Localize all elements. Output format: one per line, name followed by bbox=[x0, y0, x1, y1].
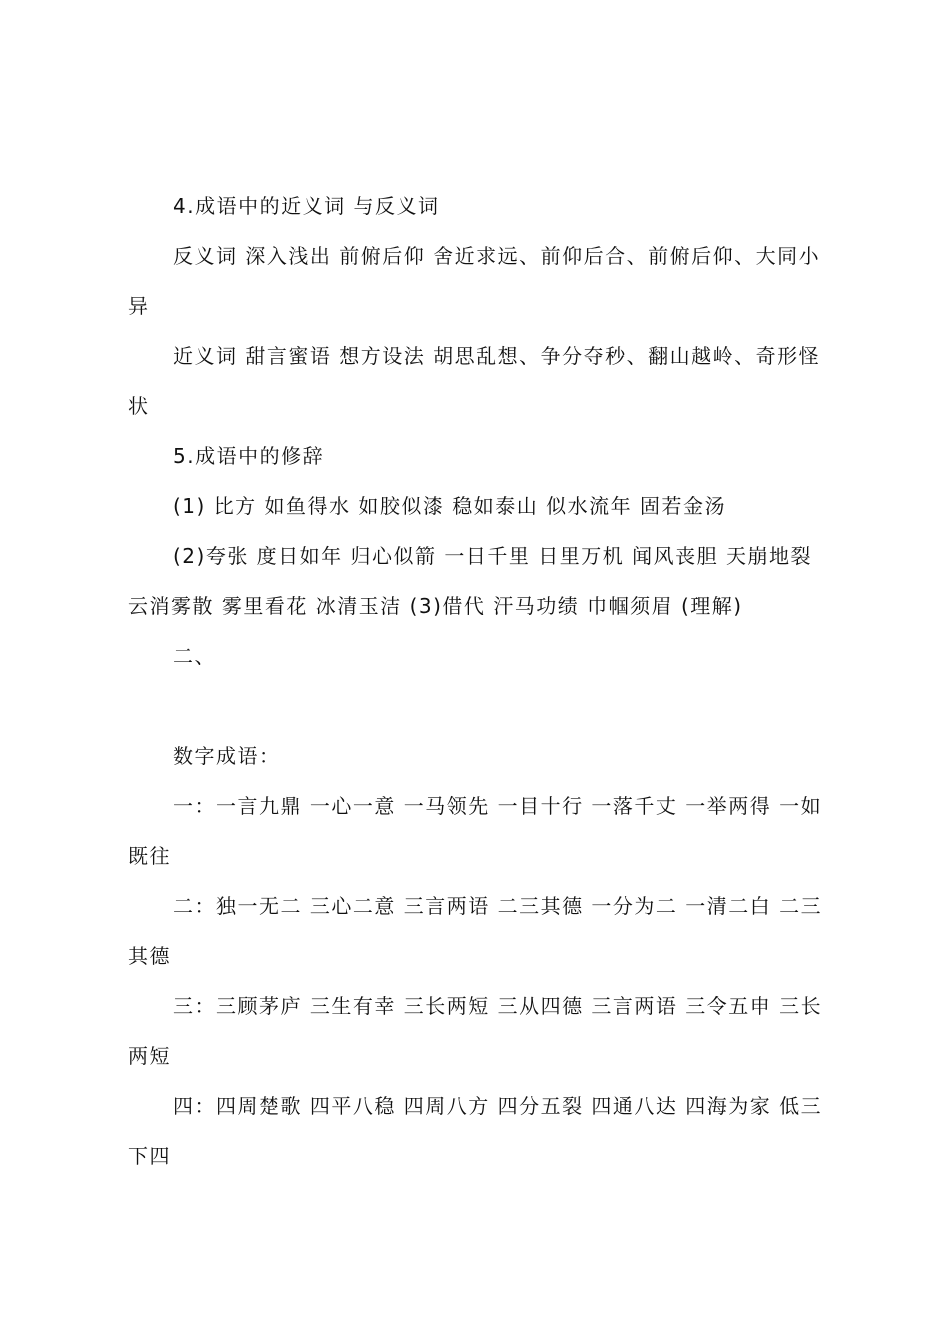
number-idioms-two: 二：独一无二 三心二意 三言两语 二三其德 一分为二 一清二白 二三其德 bbox=[128, 894, 823, 968]
number-idioms-four: 四：四周楚歌 四平八稳 四周八方 四分五裂 四通八达 四海为家 低三下四 bbox=[128, 1094, 823, 1168]
section-4-heading: 4.成语中的近义词 与反义词 bbox=[173, 194, 440, 218]
rhetoric-item-2: (2)夸张 度日如年 归心似箭 一日千里 日里万机 闻风丧胆 天崩地裂 云消雾散 雾里看花 冰清玉洁 (3)借代 汗马功绩 巾帼须眉 (理解) bbox=[128, 544, 812, 618]
synonyms-paragraph: 近义词 甜言蜜语 想方设法 胡思乱想、争分夺秒、翻山越岭、奇形怪状 bbox=[128, 344, 821, 418]
antonyms-paragraph: 反义词 深入浅出 前俯后仰 舍近求远、前仰后合、前俯后仰、大同小异 bbox=[128, 244, 821, 318]
number-idioms-title: 数字成语： bbox=[173, 744, 281, 768]
number-idioms-one: 一：一言九鼎 一心一意 一马领先 一目十行 一落千丈 一举两得 一如既往 bbox=[128, 794, 823, 868]
number-idioms-three: 三：三顾茅庐 三生有幸 三长两短 三从四德 三言两语 三令五申 三长两短 bbox=[128, 994, 823, 1068]
rhetoric-item-1: (1) 比方 如鱼得水 如胶似漆 稳如泰山 似水流年 固若金汤 bbox=[173, 494, 726, 518]
section-5-heading: 5.成语中的修辞 bbox=[173, 444, 325, 468]
document-body bbox=[128, 181, 833, 1181]
spacer bbox=[128, 681, 833, 731]
section-two-heading: 二、 bbox=[173, 644, 216, 668]
